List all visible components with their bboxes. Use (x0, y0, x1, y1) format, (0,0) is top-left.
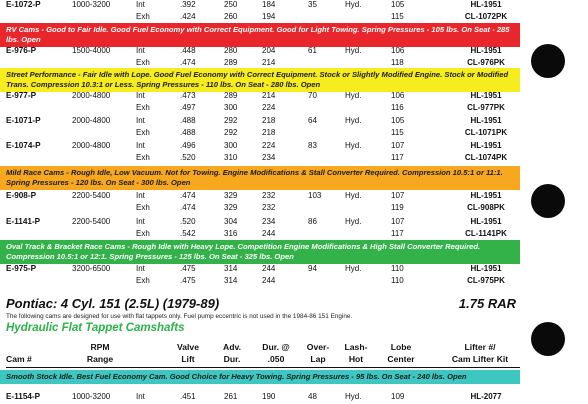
lifter-kit: HL-1951 (470, 141, 502, 150)
valve-lift: .473 (180, 91, 196, 100)
rpm-range: 1000-3200 (72, 0, 111, 9)
header-cam: Cam # (6, 354, 32, 364)
duration-050: 204 (262, 46, 276, 55)
valve-lift: .520 (180, 153, 196, 162)
lobe-center: 105 (391, 0, 405, 9)
duration-050: 214 (262, 58, 276, 67)
intake-exhaust: Exh (136, 229, 150, 238)
overlap: 48 (308, 392, 317, 401)
valve-lift: .497 (180, 103, 196, 112)
lobe-center: 106 (391, 46, 405, 55)
lobe-center: 106 (391, 91, 405, 100)
binder-hole (531, 184, 565, 218)
street-performance-text: Street Performance - Fair Idle with Lope. Good Fuel Economy with Correct Equipment. Stock or Slightly Modified Engine. Stock or Modified Trans. Compression 10.3:1 or Less. Spring Pressures - 110 lbs. On Seat - 280 lbs. Open (6, 70, 509, 89)
table-row (0, 9, 520, 24)
lobe-center: 116 (391, 103, 404, 112)
intake-exhaust: Int (136, 91, 145, 100)
engine-heading (6, 296, 516, 312)
section-title: Hydraulic Flat Tappet Camshafts (6, 322, 185, 334)
lobe-center: 118 (391, 58, 404, 67)
intake-exhaust: Exh (136, 276, 150, 285)
intake-exhaust: Int (136, 217, 145, 226)
adv-duration: 310 (224, 153, 238, 162)
valve-lift: .475 (180, 264, 196, 273)
adv-duration: 316 (224, 229, 238, 238)
smooth-stock-band (0, 370, 520, 384)
duration-050: 214 (262, 91, 276, 100)
lash-hot: Hyd. (345, 91, 362, 100)
adv-duration: 260 (224, 12, 238, 21)
lash-hot: Hyd. (345, 46, 362, 55)
lifter-kit: CL-1141PK (465, 229, 507, 238)
table-row (0, 273, 520, 288)
overlap: 103 (308, 191, 322, 200)
cam-number: E-1072-P (6, 0, 41, 9)
overlap: 83 (308, 141, 317, 150)
intake-exhaust: Int (136, 392, 145, 401)
lobe-center: 117 (391, 153, 404, 162)
lifter-kit: HL-1951 (470, 264, 502, 273)
rocker-ratio: 1.75 RAR (458, 296, 516, 311)
duration-050: 224 (262, 141, 276, 150)
rpm-range: 2000-4800 (72, 91, 111, 100)
lifter-kit: HL-1951 (470, 217, 502, 226)
engine-note: The following cams are designed for use with flat tappets only. Fuel pump eccentric is not used in the 1984-86 151 Engine. (6, 313, 353, 320)
adv-duration: 261 (224, 392, 238, 401)
duration-050: 190 (262, 392, 276, 401)
lash-hot: Hyd. (345, 217, 362, 226)
duration-050: 194 (262, 12, 276, 21)
header-rule (6, 367, 520, 368)
lobe-center: 117 (391, 229, 404, 238)
lobe-center: 105 (391, 116, 405, 125)
overlap: 35 (308, 0, 317, 9)
lash-hot: Hyd. (345, 0, 362, 9)
intake-exhaust: Int (136, 116, 145, 125)
adv-duration: 329 (224, 191, 238, 200)
header-dur-050: Dur. @ .050 (262, 342, 290, 364)
intake-exhaust: Int (136, 191, 145, 200)
lobe-center: 107 (391, 191, 405, 200)
intake-exhaust: Exh (136, 58, 150, 67)
duration-050: 244 (262, 229, 276, 238)
valve-lift: .474 (180, 58, 196, 67)
overlap: 64 (308, 116, 317, 125)
lifter-kit: HL-1951 (470, 46, 502, 55)
rpm-range: 2200-5400 (72, 217, 111, 226)
table-header (0, 341, 520, 367)
oval-track-text: Oval Track & Bracket Race Cams - Rough Idle with Heavy Lope. Competition Engine Modifications & High Stall Converter Required. Compression 10.5:1 or 12:1. Spring Pressures - 125 lbs. On Seat - 325 lbs. Open (6, 242, 481, 261)
lobe-center: 107 (391, 141, 405, 150)
adv-duration: 250 (224, 0, 238, 9)
valve-lift: .488 (180, 128, 196, 137)
header-lash: Lash- Hot (344, 342, 368, 364)
valve-lift: .542 (180, 229, 196, 238)
lifter-kit: CL-976PK (467, 58, 505, 67)
lobe-center: 107 (391, 217, 405, 226)
smooth-stock-text: Smooth Stock Idle. Best Fuel Economy Cam. Good Choice for Heavy Towing. Spring Pressures - 95 lbs. On Seat - 240 lbs. Open (6, 372, 467, 381)
duration-050: 224 (262, 103, 276, 112)
valve-lift: .520 (180, 217, 196, 226)
cam-number: E-1071-P (6, 116, 41, 125)
lash-hot: Hyd. (345, 392, 362, 401)
lifter-kit: HL-1951 (470, 0, 502, 9)
valve-lift: .475 (180, 276, 196, 285)
intake-exhaust: Exh (136, 103, 150, 112)
lifter-kit: HL-2077 (470, 392, 502, 401)
cam-number: E-1154-P (6, 392, 41, 401)
mild-race-text: Mild Race Cams - Rough Idle, Low Vacuum. Not for Towing. Engine Modifications & Stall Converter Required. Compression 10.5:1 or 11:1. Spring Pressures - 120 lbs. On Seat - 300 lbs. Open (6, 168, 503, 187)
rpm-range: 1500-4000 (72, 46, 111, 55)
valve-lift: .496 (180, 141, 196, 150)
adv-duration: 280 (224, 46, 238, 55)
adv-duration: 292 (224, 128, 238, 137)
duration-050: 234 (262, 217, 276, 226)
lobe-center: 115 (391, 128, 404, 137)
adv-duration: 314 (224, 264, 238, 273)
rpm-range: 2000-4800 (72, 116, 111, 125)
intake-exhaust: Exh (136, 12, 150, 21)
overlap: 94 (308, 264, 317, 273)
adv-duration: 289 (224, 58, 238, 67)
binder-hole (531, 322, 565, 356)
duration-050: 234 (262, 153, 276, 162)
adv-duration: 300 (224, 141, 238, 150)
rpm-range: 2000-4800 (72, 141, 111, 150)
header-lift: Valve Lift (177, 342, 199, 364)
lash-hot: Hyd. (345, 116, 362, 125)
duration-050: 184 (262, 0, 276, 9)
mild-race-band (0, 166, 520, 190)
intake-exhaust: Int (136, 264, 145, 273)
adv-duration: 300 (224, 103, 238, 112)
duration-050: 232 (262, 203, 276, 212)
intake-exhaust: Exh (136, 128, 150, 137)
valve-lift: .488 (180, 116, 196, 125)
lifter-kit: CL-1071PK (464, 128, 508, 137)
duration-050: 232 (262, 191, 276, 200)
lifter-kit: HL-1951 (470, 116, 502, 125)
header-dur: Adv. Dur. (223, 342, 241, 364)
adv-duration: 292 (224, 116, 238, 125)
intake-exhaust: Int (136, 46, 145, 55)
lifter-kit: HL-1951 (470, 91, 502, 100)
duration-050: 244 (262, 264, 276, 273)
adv-duration: 289 (224, 91, 238, 100)
cam-number: E-977-P (6, 91, 37, 100)
lobe-center: 110 (391, 264, 404, 273)
cam-number: E-908-P (6, 191, 37, 200)
valve-lift: .474 (180, 191, 196, 200)
engine-title: Pontiac: 4 Cyl. 151 (2.5L) (1979-89) (6, 296, 220, 311)
header-lifter-kit: Lifter #/ Cam Lifter Kit (451, 342, 509, 364)
table-row (0, 200, 520, 215)
lifter-kit: CL-977PK (467, 103, 505, 112)
cam-number: E-1141-P (6, 217, 41, 226)
intake-exhaust: Exh (136, 153, 150, 162)
overlap: 70 (308, 91, 317, 100)
lash-hot: Hyd. (345, 191, 362, 200)
duration-050: 218 (262, 128, 276, 137)
cam-number: E-976-P (6, 46, 37, 55)
overlap: 61 (308, 46, 317, 55)
adv-duration: 314 (224, 276, 238, 285)
lash-hot: Hyd. (345, 264, 362, 273)
cam-number: E-1074-P (6, 141, 41, 150)
table-row (0, 389, 520, 404)
lifter-kit: CL-975PK (467, 276, 505, 285)
lash-hot: Hyd. (345, 141, 362, 150)
rpm-range: 1000-3200 (72, 392, 111, 401)
lobe-center: 119 (391, 203, 404, 212)
intake-exhaust: Int (136, 141, 145, 150)
adv-duration: 329 (224, 203, 238, 212)
lobe-center: 109 (391, 392, 405, 401)
header-overlap: Over- Lap (306, 342, 330, 364)
valve-lift: .424 (180, 12, 196, 21)
valve-lift: .392 (180, 0, 196, 9)
valve-lift: .448 (180, 46, 196, 55)
lobe-center: 110 (391, 276, 404, 285)
cam-number: E-975-P (6, 264, 37, 273)
table-row (0, 226, 520, 241)
lifter-kit: HL-1951 (470, 191, 502, 200)
overlap: 86 (308, 217, 317, 226)
header-lobe: Lobe Center (387, 342, 415, 364)
header-rpm: RPM Range (86, 342, 114, 364)
table-row (0, 150, 520, 165)
binder-hole (531, 44, 565, 78)
rpm-range: 3200-6500 (72, 264, 111, 273)
adv-duration: 304 (224, 217, 238, 226)
valve-lift: .474 (180, 203, 196, 212)
rpm-range: 2200-5400 (72, 191, 111, 200)
intake-exhaust: Int (136, 0, 145, 9)
lifter-kit: CL-1072PK (464, 12, 508, 21)
lifter-kit: CL-908PK (467, 203, 505, 212)
duration-050: 218 (262, 116, 276, 125)
rv-cams-text: RV Cams - Good to Fair Idle. Good Fuel Economy with Correct Equipment. Good for Light Towing. Spring Pressures - 105 lbs. On Seat - 285 lbs. Open (6, 25, 510, 44)
duration-050: 244 (262, 276, 276, 285)
valve-lift: .451 (180, 392, 196, 401)
lobe-center: 115 (391, 12, 404, 21)
intake-exhaust: Exh (136, 203, 150, 212)
lifter-kit: CL-1074PK (464, 153, 508, 162)
